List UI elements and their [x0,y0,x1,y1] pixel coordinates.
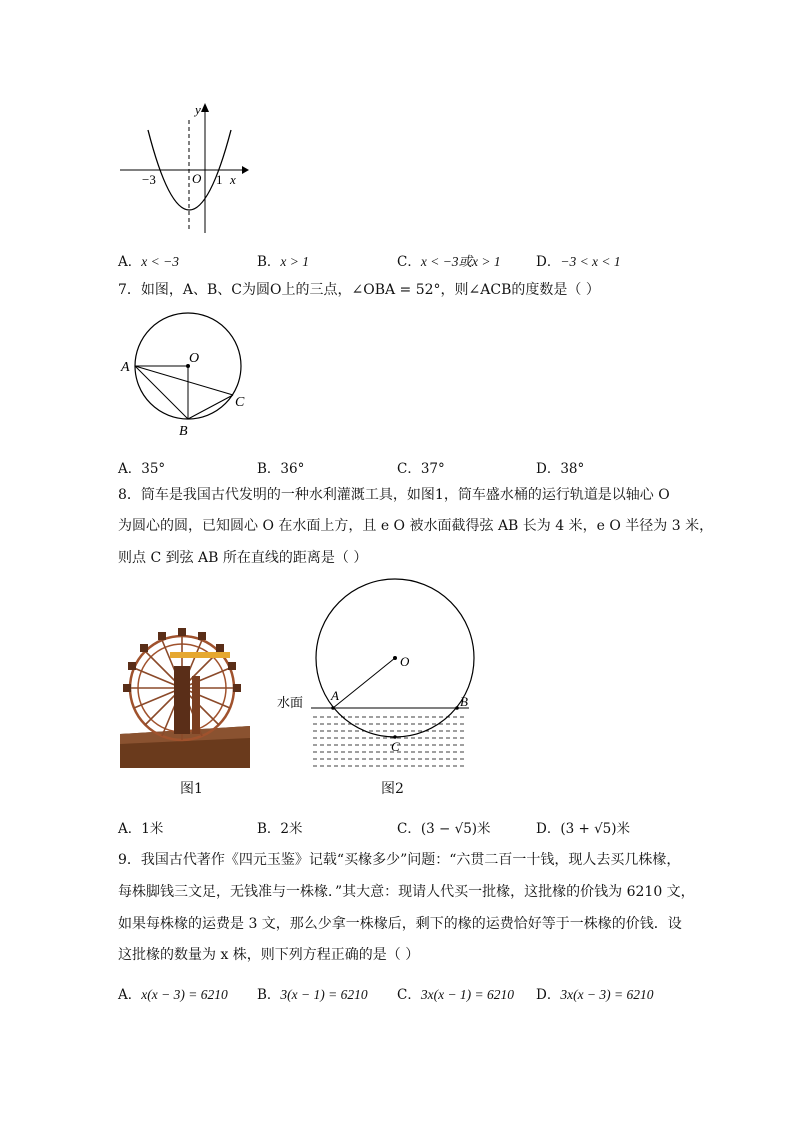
option-letter: D． [536,461,561,477]
option-text: 3x(x − 3) = 6210 [560,987,654,1002]
option-text: (3 + √5)米 [560,821,631,837]
option-letter: C． [397,461,421,477]
neg3-label: −3 [142,172,156,187]
question-8-line-3: 则点 C 到弦 AB 所在直线的距离是（ ） [118,550,368,566]
origin-label: O [192,171,202,186]
option-letter: D． [536,987,561,1003]
q6-option-d [536,250,621,270]
q8-option-a [118,817,163,837]
q7-option-b [257,457,304,477]
question-8-line-1: 8．筒车是我国古代发明的一种水利灌溉工具，如图1，筒车盛水桶的运行轨道是以轴心 O [118,487,670,503]
option-letter: B． [257,821,281,837]
question-9-line-1: 9．我国古代著作《四元玉鉴》记载“买椽多少”问题：“六贯二百一十钱，现人去买几株椽， [118,852,681,868]
circle-figure [115,310,255,440]
option-letter: B． [257,461,281,477]
point-a-label: A [121,360,130,375]
q8-option-b [257,817,303,837]
option-text: x < −3或x > 1 [420,254,501,269]
q9-option-a [118,983,228,1003]
question-9-line-3: 如果每株椽的运费是 3 文，那么少拿一株椽后，剩下的椽的运费恰好等于一株椽的价钱．设 [118,916,682,932]
option-text: x > 1 [280,254,310,269]
parabola-figure [115,100,250,235]
question-8-line-2: 为圆心的圆，已知圆心 O 在水面上方，且 e O 被水面截得弦 AB 长为 4 米，e O 半径为 3 米， [118,518,714,534]
option-letter: D． [536,821,561,837]
q8-option-c [397,817,491,837]
center-o-label: O [400,654,410,669]
option-text: (3 − √5)米 [420,821,491,837]
option-letter: B． [257,987,281,1003]
option-text: 2米 [280,821,303,837]
point-a-label: A [331,688,339,703]
q7-option-a [118,457,165,477]
option-letter: A． [118,821,142,837]
water-surface-label: 水面 [277,695,304,710]
q6-option-b [257,250,309,270]
option-text: 35° [141,461,166,477]
option-letter: A． [118,461,142,477]
figure-2-caption: 图2 [381,781,404,797]
option-text: x < −3 [141,254,179,269]
option-letter: B． [257,254,281,270]
option-text: 1米 [141,821,164,837]
option-letter: A． [118,987,142,1003]
point-b-label: B [179,424,188,439]
option-text: 3x(x − 1) = 6210 [420,987,515,1002]
x-axis-label: x [230,172,236,187]
point-c-label: C [391,739,400,754]
q6-option-a [118,250,179,270]
option-letter: C． [397,987,421,1003]
option-text: 36° [280,461,305,477]
option-text: 38° [560,461,585,477]
question-7-text: 7．如图，A、B、C为圆O上的三点，∠OBA = 52°，则∠ACB的度数是（ ） [118,282,600,298]
y-axis-label: y [195,102,201,117]
option-text: 37° [420,461,445,477]
option-text: x(x − 3) = 6210 [141,987,228,1002]
waterwheel-image [120,626,250,768]
option-letter: A． [118,254,142,270]
question-9-line-2: 每株脚钱三文足，无钱准与一株椽．”其大意：现请人代买一批椽，这批椽的价钱为 6210 文， [118,884,695,900]
point-b-label: B [460,694,468,709]
option-text: −3 < x < 1 [560,254,621,269]
waterwheel-diagram [275,574,485,774]
q7-option-d [536,457,584,477]
figure-1-caption: 图1 [180,781,203,797]
q9-option-b [257,983,368,1003]
option-letter: C． [397,254,421,270]
point-o-label: O [189,351,200,366]
q9-option-c [397,983,514,1003]
q7-option-c [397,457,445,477]
question-9-line-4: 这批椽的数量为 x 株，则下列方程正确的是（ ） [118,947,420,963]
q8-option-d [536,817,630,837]
q9-option-d [536,983,654,1003]
point-c-label: C [235,395,245,410]
one-label: 1 [216,172,223,187]
option-letter: C． [397,821,421,837]
q6-option-c [397,250,501,270]
option-letter: D． [536,254,561,270]
option-text: 3(x − 1) = 6210 [280,987,368,1002]
